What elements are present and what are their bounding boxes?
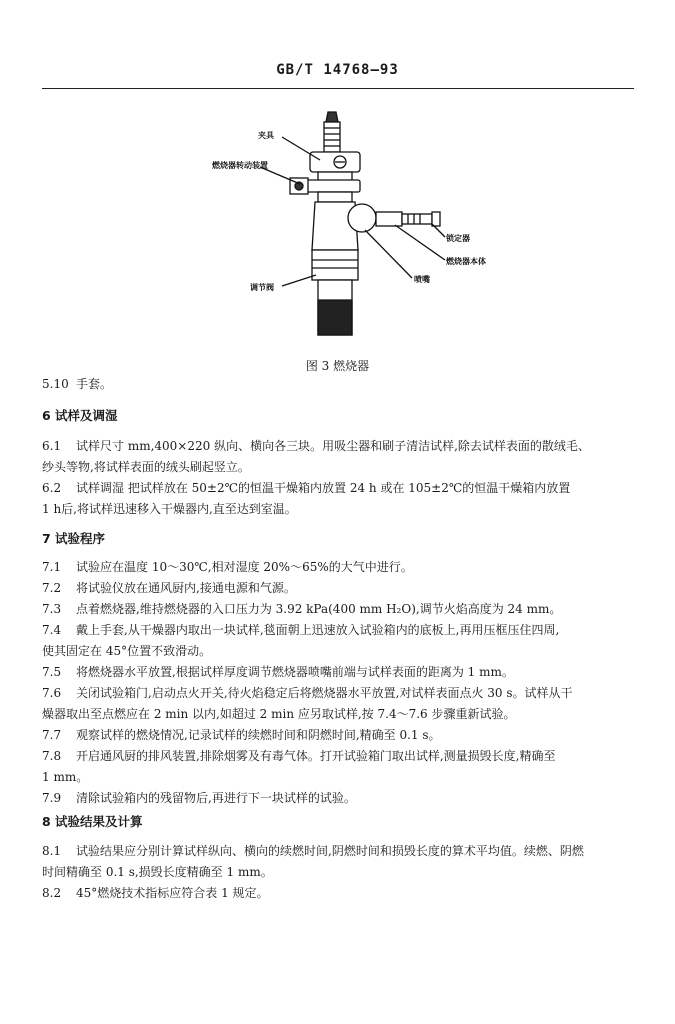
item-text-cont: 1 h后,将试样迅速移入干燥器内,直至达到室温。	[42, 502, 297, 516]
item-number: 7.6	[42, 686, 62, 700]
item-text: 开启通风厨的排风装置,排除烟雾及有毒气体。打开试验箱门取出试样,测量损毁长度,精确至	[76, 749, 556, 763]
item-text: 观察试样的燃烧情况,记录试样的续燃时间和阴燃时间,精确至 0.1 s。	[76, 728, 441, 742]
burner-diagram	[150, 100, 550, 350]
label-nozzle: 喷嘴	[414, 275, 430, 284]
item-text-cont: 纱头等物,将试样表面的绒头刷起竖立。	[42, 460, 250, 474]
item-text: 点着燃烧器,维持燃烧器的入口压力为 3.92 kPa(400 mm H₂O),调节火焰高度为 24 mm。	[76, 602, 562, 616]
item-number: 8.1	[42, 844, 62, 858]
item-number: 7.5	[42, 665, 62, 679]
item-number: 6.2	[42, 481, 62, 495]
item-7-4-cont: 使其固定在 45°位置不致滑动。	[42, 644, 212, 658]
item-8-2	[42, 883, 634, 904]
item-7-1	[42, 557, 634, 578]
item-5-10	[42, 374, 634, 395]
item-7-4	[42, 620, 634, 641]
item-7-7	[42, 725, 634, 746]
item-6-1	[42, 436, 634, 478]
item-7-8	[42, 746, 634, 767]
section-7-title: 7 试验程序	[42, 531, 106, 546]
item-number: 7.3	[42, 602, 62, 616]
item-number: 7.9	[42, 791, 62, 805]
section-6-title: 6 试样及调湿	[42, 408, 118, 423]
item-7-5	[42, 662, 634, 683]
item-text: 将试验仪放在通风厨内,接通电源和气源。	[76, 581, 296, 595]
item-number: 5.10	[42, 377, 69, 391]
label-burner-rotator: 燃烧器转动装置	[212, 161, 268, 170]
item-text: 关闭试验箱门,启动点火开关,待火焰稳定后将燃烧器水平放置,对试样表面点火 30 s。试样从干	[76, 686, 573, 700]
item-text: 试样调湿 把试样放在 50±2℃的恒温干燥箱内放置 24 h 或在 105±2℃的恒温干燥箱内放置	[76, 481, 571, 495]
item-7-3	[42, 599, 634, 620]
section-8-title: 8 试验结果及计算	[42, 814, 143, 829]
item-number: 7.7	[42, 728, 62, 742]
item-number: 7.8	[42, 749, 62, 763]
figure-caption: 图 3 燃烧器	[305, 359, 370, 373]
item-text: 试验应在温度 10～30℃,相对湿度 20%～65%的大气中进行。	[76, 560, 413, 574]
label-fixed-screw: 锁定器	[446, 234, 470, 243]
item-text: 试样尺寸 mm,400×220 纵向、横向各三块。用吸尘器和刷子清洁试样,除去试样表面的散绒毛、	[76, 439, 590, 453]
item-number: 7.2	[42, 581, 62, 595]
item-8-1	[42, 841, 634, 883]
item-text: 手套。	[76, 377, 113, 391]
item-7-6-cont: 燥器取出至点燃应在 2 min 以内,如超过 2 min 应另取试样,按 7.4～7.6 步骤重新试验。	[42, 707, 516, 721]
label-regulating-valve: 调节阀	[250, 283, 274, 292]
label-burner-body: 燃烧器本体	[446, 257, 486, 266]
item-number: 8.2	[42, 886, 62, 900]
item-number: 7.4	[42, 623, 62, 637]
burner-figure	[150, 100, 550, 350]
item-text: 45°燃烧技术指标应符合表 1 规定。	[76, 886, 269, 900]
item-text: 试验结果应分别计算试样纵向、横向的续燃时间,阴燃时间和损毁长度的算术平均值。续燃、阴燃	[76, 844, 584, 858]
item-number: 6.1	[42, 439, 62, 453]
item-text: 将燃烧器水平放置,根据试样厚度调节燃烧器喷嘴前端与试样表面的距离为 1 mm。	[76, 665, 514, 679]
item-7-9	[42, 788, 634, 809]
section-7-list	[42, 557, 634, 809]
item-6-2	[42, 478, 634, 520]
item-7-2	[42, 578, 634, 599]
item-text: 戴上手套,从干燥器内取出一块试样,毯面朝上迅速放入试验箱内的底板上,再用压框压住四周,	[76, 623, 560, 637]
item-number: 7.1	[42, 560, 62, 574]
item-text: 清除试验箱内的残留物后,再进行下一块试样的试验。	[76, 791, 356, 805]
item-7-6	[42, 683, 634, 704]
item-7-8-cont: 1 mm。	[42, 770, 89, 784]
item-text-cont: 时间精确至 0.1 s,损毁长度精确至 1 mm。	[42, 865, 273, 879]
standard-number-header: GB/T 14768—93	[276, 62, 399, 78]
header-rule	[42, 88, 634, 89]
label-clamp: 夹具	[258, 131, 274, 140]
